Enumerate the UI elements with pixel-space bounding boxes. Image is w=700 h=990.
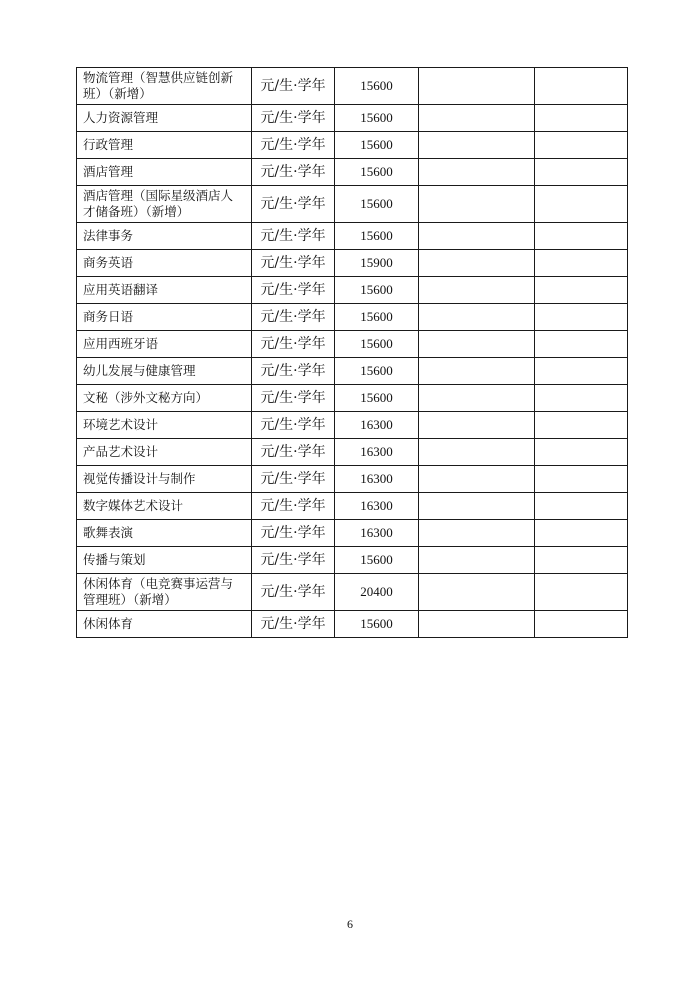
empty-cell <box>419 186 535 223</box>
empty-cell <box>419 331 535 358</box>
fee-unit-cell: 元/生·学年 <box>252 159 335 186</box>
empty-cell <box>419 466 535 493</box>
empty-cell <box>535 186 628 223</box>
table-row <box>77 159 628 186</box>
empty-cell <box>535 574 628 611</box>
major-name-cell: 环境艺术设计 <box>77 412 252 439</box>
fee-table <box>76 67 628 638</box>
fee-unit-cell: 元/生·学年 <box>252 304 335 331</box>
fee-table-body <box>77 68 628 638</box>
table-row <box>77 331 628 358</box>
table-row <box>77 132 628 159</box>
fee-unit-cell: 元/生·学年 <box>252 493 335 520</box>
empty-cell <box>419 493 535 520</box>
fee-amount-cell: 15600 <box>335 223 419 250</box>
fee-amount-cell: 15600 <box>335 331 419 358</box>
empty-cell <box>535 105 628 132</box>
fee-amount-cell: 16300 <box>335 439 419 466</box>
empty-cell <box>419 68 535 105</box>
table-row <box>77 105 628 132</box>
empty-cell <box>535 412 628 439</box>
empty-cell <box>419 385 535 412</box>
table-row <box>77 493 628 520</box>
empty-cell <box>419 439 535 466</box>
empty-cell <box>535 493 628 520</box>
empty-cell <box>535 132 628 159</box>
table-row <box>77 277 628 304</box>
fee-unit-cell: 元/生·学年 <box>252 466 335 493</box>
empty-cell <box>535 466 628 493</box>
table-row <box>77 186 628 223</box>
major-name-cell: 酒店管理 <box>77 159 252 186</box>
major-name-cell: 数字媒体艺术设计 <box>77 493 252 520</box>
fee-unit-cell: 元/生·学年 <box>252 412 335 439</box>
fee-amount-cell: 15600 <box>335 611 419 638</box>
empty-cell <box>419 520 535 547</box>
empty-cell <box>419 132 535 159</box>
major-name-cell: 商务日语 <box>77 304 252 331</box>
major-name-cell: 休闲体育 <box>77 611 252 638</box>
major-name-cell: 酒店管理（国际星级酒店人才储备班）（新增） <box>77 186 252 223</box>
empty-cell <box>535 223 628 250</box>
major-name-cell: 休闲体育（电竞赛事运营与管理班）（新增） <box>77 574 252 611</box>
empty-cell <box>535 159 628 186</box>
empty-cell <box>419 611 535 638</box>
fee-amount-cell: 15600 <box>335 159 419 186</box>
empty-cell <box>535 250 628 277</box>
table-row <box>77 358 628 385</box>
fee-unit-cell: 元/生·学年 <box>252 358 335 385</box>
major-name-cell: 歌舞表演 <box>77 520 252 547</box>
table-row <box>77 223 628 250</box>
table-row <box>77 520 628 547</box>
fee-amount-cell: 16300 <box>335 493 419 520</box>
major-name-cell: 传播与策划 <box>77 547 252 574</box>
table-row <box>77 412 628 439</box>
fee-unit-cell: 元/生·学年 <box>252 105 335 132</box>
table-row <box>77 250 628 277</box>
fee-unit-cell: 元/生·学年 <box>252 331 335 358</box>
major-name-cell: 文秘（涉外文秘方向） <box>77 385 252 412</box>
table-row <box>77 466 628 493</box>
fee-unit-cell: 元/生·学年 <box>252 186 335 223</box>
fee-amount-cell: 15600 <box>335 186 419 223</box>
fee-amount-cell: 20400 <box>335 574 419 611</box>
empty-cell <box>419 277 535 304</box>
fee-amount-cell: 15600 <box>335 385 419 412</box>
fee-unit-cell: 元/生·学年 <box>252 439 335 466</box>
major-name-cell: 幼儿发展与健康管理 <box>77 358 252 385</box>
empty-cell <box>419 159 535 186</box>
table-row <box>77 385 628 412</box>
major-name-cell: 物流管理（智慧供应链创新班）（新增） <box>77 68 252 105</box>
fee-amount-cell: 16300 <box>335 466 419 493</box>
fee-amount-cell: 15600 <box>335 304 419 331</box>
major-name-cell: 商务英语 <box>77 250 252 277</box>
table-row <box>77 68 628 105</box>
fee-unit-cell: 元/生·学年 <box>252 385 335 412</box>
major-name-cell: 视觉传播设计与制作 <box>77 466 252 493</box>
empty-cell <box>535 611 628 638</box>
fee-unit-cell: 元/生·学年 <box>252 223 335 250</box>
empty-cell <box>419 574 535 611</box>
fee-amount-cell: 15900 <box>335 250 419 277</box>
fee-amount-cell: 15600 <box>335 105 419 132</box>
empty-cell <box>535 385 628 412</box>
major-name-cell: 行政管理 <box>77 132 252 159</box>
major-name-cell: 法律事务 <box>77 223 252 250</box>
fee-amount-cell: 15600 <box>335 68 419 105</box>
major-name-cell: 应用西班牙语 <box>77 331 252 358</box>
empty-cell <box>535 439 628 466</box>
empty-cell <box>419 358 535 385</box>
empty-cell <box>419 547 535 574</box>
fee-amount-cell: 15600 <box>335 358 419 385</box>
empty-cell <box>535 358 628 385</box>
empty-cell <box>535 520 628 547</box>
fee-amount-cell: 15600 <box>335 277 419 304</box>
fee-unit-cell: 元/生·学年 <box>252 250 335 277</box>
table-row <box>77 304 628 331</box>
major-name-cell: 产品艺术设计 <box>77 439 252 466</box>
fee-unit-cell: 元/生·学年 <box>252 132 335 159</box>
page-number: 6 <box>347 917 353 931</box>
fee-unit-cell: 元/生·学年 <box>252 520 335 547</box>
major-name-cell: 人力资源管理 <box>77 105 252 132</box>
fee-amount-cell: 16300 <box>335 520 419 547</box>
table-row <box>77 611 628 638</box>
fee-amount-cell: 15600 <box>335 132 419 159</box>
major-name-cell: 应用英语翻译 <box>77 277 252 304</box>
empty-cell <box>419 304 535 331</box>
empty-cell <box>535 68 628 105</box>
empty-cell <box>535 331 628 358</box>
fee-unit-cell: 元/生·学年 <box>252 277 335 304</box>
table-row <box>77 574 628 611</box>
table-row <box>77 547 628 574</box>
empty-cell <box>535 304 628 331</box>
fee-unit-cell: 元/生·学年 <box>252 547 335 574</box>
fee-amount-cell: 15600 <box>335 547 419 574</box>
empty-cell <box>419 105 535 132</box>
fee-unit-cell: 元/生·学年 <box>252 611 335 638</box>
empty-cell <box>535 547 628 574</box>
fee-unit-cell: 元/生·学年 <box>252 574 335 611</box>
table-row <box>77 439 628 466</box>
empty-cell <box>419 223 535 250</box>
empty-cell <box>419 250 535 277</box>
empty-cell <box>419 412 535 439</box>
fee-unit-cell: 元/生·学年 <box>252 68 335 105</box>
fee-amount-cell: 16300 <box>335 412 419 439</box>
empty-cell <box>535 277 628 304</box>
